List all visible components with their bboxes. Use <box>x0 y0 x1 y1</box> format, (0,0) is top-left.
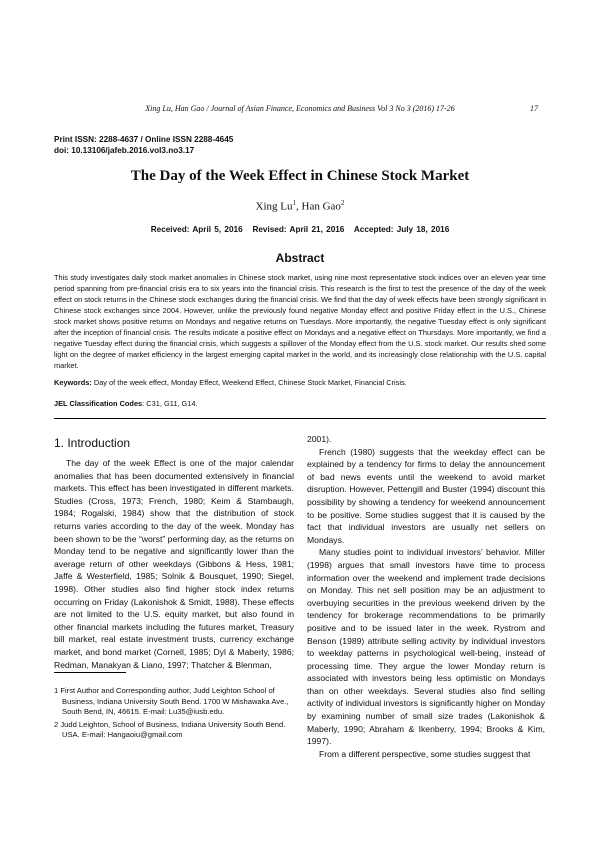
publication-dates: Received: April 5, 2016 Revised: April 21, 2016 Accepted: July 18, 2016 <box>150 225 450 234</box>
abstract-heading: Abstract <box>275 251 325 265</box>
author-2: Han Gao <box>301 200 341 213</box>
footnote-1: 1 First Author and Corresponding author, Judd Leighton School of Business, Indiana University South Bend. 1700 W Mishawaka Ave., South Bend, IN, 46615. E-mail: Lu35@iusb.edu. <box>54 686 289 717</box>
jel-line <box>54 398 546 409</box>
footnote-divider <box>54 672 126 673</box>
introduction-heading: 1. Introduction <box>54 436 131 450</box>
keywords-text: Day of the week effect, Monday Effect, Weekend Effect, Chinese Stock Market, Financial Crisis. <box>91 378 407 387</box>
jel-text: : C31, G11, G14. <box>142 399 198 408</box>
page-number: 17 <box>530 104 538 113</box>
keywords-label: Keywords: <box>54 378 92 387</box>
journal-citation: Xing Lu, Han Gao / Journal of Asian Finance, Economics and Business Vol 3 No 3 (2016) 17-26 <box>145 104 455 113</box>
right-column <box>307 433 545 760</box>
identifiers-block <box>54 134 233 156</box>
abstract-text: This study investigates daily stock market anomalies in Chinese stock market, using nine most representative stock indices over an eleven year time period spanning from pre-financial crisis era to six years into the financial crisis. This research is the first to test the presence of the day of the week effect on stock returns in the Chinese stock exchanges during the financial crisis. We find that the day of week effects have been strongly significant in Chinese stock exchanges since 2004. However, unlike the previously found negative Monday effect and positive Friday effect in the U.S., Chinese stock market shows positive returns on Mondays and negative returns on Tuesdays. More importantly, the negative Tuesday effect is only significant after the inception of financial crisis. The results indicate a positive effect on Mondays and a negative effect on Thursdays. More importantly, we find a negative Tuesday effect during the financial crisis, which suggests a spillover of the Monday effect from the U.S. stock market. Our results shed some light on the degree of market efficiency in the largest emerging capital market in the world, and its increasingly close relationship with the U.S. capital market. <box>54 273 546 370</box>
issn-line: Print ISSN: 2288-4637 / Online ISSN 2288-4645 <box>54 135 234 144</box>
intro-paragraph-4: From a different perspective, some studies suggest that <box>319 748 531 759</box>
intro-paragraph-2: French (1980) suggests that the weekday effect can be explained by a tendency for firms to delay the announcement of bad news events until the weekend to avoid market disruption. However, Pettengill and Buster (1994) discount this possibility by showing a tendency for weekend announcement to be positive. Some studies suggest that it is caused by the fact that individual investors are usually net sellers on Mondays. <box>307 446 545 545</box>
doi-line: doi: 10.13106/jafeb.2016.vol3.no3.17 <box>54 146 195 155</box>
keywords-line <box>54 377 546 388</box>
author-2-mark: 2 <box>340 199 345 207</box>
footnotes <box>54 686 294 743</box>
left-column <box>54 435 294 671</box>
author-separator: , <box>296 200 302 213</box>
author-1: Xing Lu <box>255 200 293 213</box>
intro-paragraph-1-continued: 2001). <box>307 434 332 444</box>
intro-paragraph-3: Many studies point to individual investors’ behavior. Miller (1998) argues that small investors have time to process information over the weekend and implement trade decisions on Monday. This net sell position may be an adjustment to overbuying securities in the previous weekend driven by the tendency for brokerage recommendations to be primarily positive and to be issued later in the week. Rystrom and Benson (1989) attribute selling activity by individual investors to weekday patterns in psychological well-being, instead of processing time. They argue the lower Monday return is associated with investors being less optimistic on Mondays than on other weekdays. Several studies also find selling activity of individual investors is significantly higher on Monday by examining number of small size trades (Lakonishok & Maberly, 1990; Abraham & Ikenberry, 1994; Brooks & Kim, 1997). <box>307 547 545 747</box>
jel-label: JEL Classification Codes <box>54 399 143 408</box>
author-line <box>54 199 546 213</box>
intro-paragraph-1: The day of the week Effect is one of the major calendar anomalies that has been documented extensively in financial markets. This effect has been investigated in different markets. Studies (Cross, 1973; French, 1980; Keim & Stambaugh, 1984; Rogalski, 1984) show that the distribution of stock returns varies according to the day of the week. Monday has been shown to be the “worst” performing day, as the returns on Monday tend to be negative and significantly lower than the average return of other weekdays (Gibbons & Hess, 1981; Jaffe & Westerfield, 1985; Solnik & Bousquet, 1990; Siegel, 1998). Other studies also find higher stock index returns occurring on Friday (Lakonishok & Smidt, 1988). These effects are not limited to the U.S. equity market, but also found in other financial markets including the futures market, Treasury bill market, real estate investment trusts, currency exchange market, and bond market (Cornell, 1985; Dyl & Maberly, 1986; Redman, Manakyan & Liano, 1997; Thatcher & Blenman, <box>54 458 294 670</box>
author-1-mark: 1 <box>292 199 297 207</box>
section-divider <box>54 418 546 419</box>
paper-title: The Day of the Week Effect in Chinese Stock Market <box>130 168 470 184</box>
footnote-2: 2 Judd Leighton, School of Business, Indiana University South Bend. USA. E-mail: Hangaoiu@gmail.com <box>54 719 286 740</box>
